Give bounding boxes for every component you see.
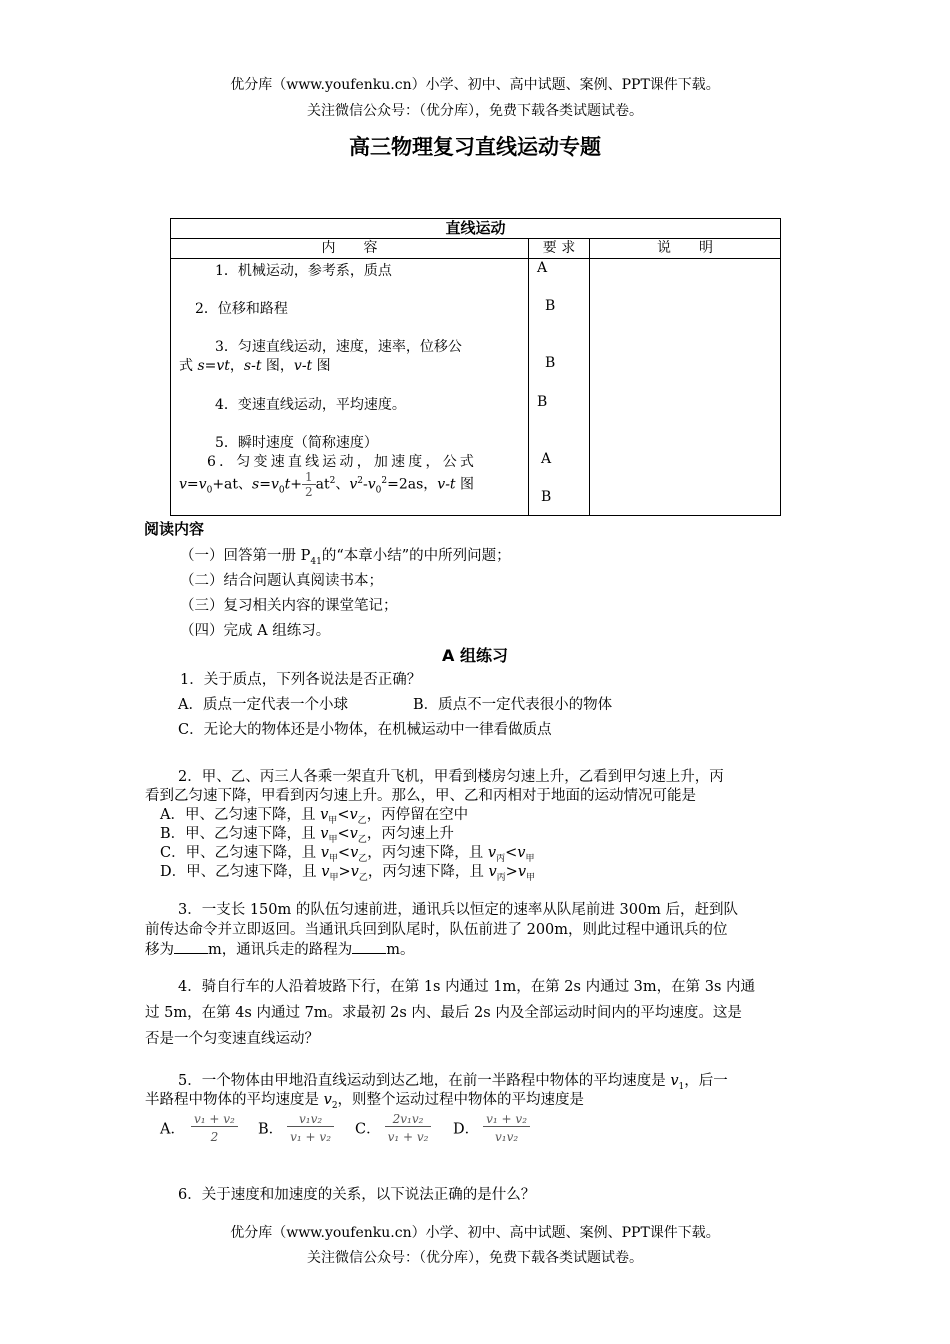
q3-line-3: 移为 m，通讯兵走的路程为 m。 [145, 938, 415, 959]
syllabus-row-5: 5．瞬时速度（简称速度） [215, 435, 378, 451]
footer-line-2: 关注微信公众号：（优分库），免费下载各类试题试卷。 [307, 1250, 643, 1266]
page-title: 高三物理复习直线运动专题 [349, 135, 601, 159]
q5-option-a: A． $\frac{\text{v₁ + v₂}}{2}$ [160, 1112, 238, 1144]
syllabus-content-cell [171, 259, 529, 516]
reading-item-4: （四）完成 A 组练习。 [180, 623, 331, 639]
requirement-4: B [537, 394, 548, 410]
syllabus-note-cell [590, 259, 781, 516]
q3-line-2: 前传达命令并立即返回。当通讯兵回到队尾时，队伍前进了 200m，则此过程中通讯兵的位 [145, 922, 728, 938]
q5-line-2: 半路程中物体的平均速度是 $v_2$，则整个运动过程中物体的平均速度是 [145, 1092, 585, 1111]
syllabus-heading: 直线运动 [171, 219, 781, 239]
q2-stem-2: 看到乙匀速下降，甲看到丙匀速上升。那么，甲、乙和丙相对于地面的运动情况可能是 [145, 788, 696, 804]
footer-line-1: 优分库（www.youfenku.cn）小学、初中、高中试题、案例、PPT课件下载。 [230, 1225, 720, 1241]
syllabus-row-2: 2．位移和路程 [195, 301, 288, 317]
q1-stem: 1．关于质点，下列各说法是否正确？ [180, 672, 422, 688]
column-header-note: 说 明 [590, 239, 781, 259]
header-line-1: 优分库（www.youfenku.cn）小学、初中、高中试题、案例、PPT课件下载。 [230, 77, 720, 93]
q1-option-a: A．质点一定代表一个小球 [178, 697, 348, 713]
q5-option-d: D． $\frac{\text{v₁ + v₂}}{\text{v₁v₂}}$ [453, 1112, 530, 1144]
q2-option-c: C．甲、乙匀速下降，且 $v_甲<v_乙$，丙匀速下降，且 $v_丙<v_甲$ [160, 845, 535, 864]
q4-line-1: 4．骑自行车的人沿着坡路下行，在第 1s 内通过 1m，在第 2s 内通过 3m，在第 3s 内通 [178, 979, 756, 995]
syllabus-row-3-cont: 式 s=vt，s-t 图，v-t 图 [179, 358, 331, 374]
q2-stem-1: 2．甲、乙、丙三人各乘一架直升飞机，甲看到楼房匀速上升，乙看到甲匀速上升，丙 [178, 769, 724, 785]
reading-item-2: （二）结合问题认真阅读书本； [180, 573, 383, 589]
group-a-heading: A 组练习 [442, 646, 508, 665]
syllabus-row-3: 3．匀速直线运动，速度，速率，位移公 [215, 339, 462, 355]
q5-option-b: B． $\frac{\text{v₁v₂}}{\text{v₁ + v₂}}$ [258, 1112, 334, 1144]
reading-item-3: （三）复习相关内容的课堂笔记； [180, 598, 398, 614]
q2-option-b: B．甲、乙匀速下降，且 $v_甲<v_乙$，丙匀速上升 [160, 826, 454, 845]
q2-option-a: A．甲、乙匀速下降，且 $v_甲<v_乙$，丙停留在空中 [160, 807, 469, 826]
answer-blank-displacement[interactable] [174, 939, 208, 954]
q5-line-1: 5．一个物体由甲地沿直线运动到达乙地，在前一半路程中物体的平均速度是 $v_1$，后一 [178, 1073, 728, 1092]
q6-stem: 6．关于速度和加速度的关系，以下说法正确的是什么？ [178, 1187, 536, 1203]
syllabus-row-4: 4．变速直线运动，平均速度。 [215, 397, 406, 413]
fraction-one-half: $\frac{1}{2}$ [302, 470, 316, 499]
requirement-1: A [537, 260, 548, 276]
syllabus-row-6-formula: $v=v_0+at$、$s=v_0t+$ $\frac{1}{2}$ $at^2$、$v^2-v_0^2=2as$，v-t 图 [179, 470, 474, 499]
column-header-requirement: 要 求 [529, 239, 590, 259]
syllabus-requirement-cell [529, 259, 590, 516]
requirement-2: B [545, 298, 556, 314]
header-line-2: 关注微信公众号：（优分库），免费下载各类试题试卷。 [307, 103, 643, 119]
requirement-6a: A [541, 451, 552, 467]
syllabus-row-6: 6．匀变速直线运动，加速度，公式 [207, 454, 478, 470]
reading-heading: 阅读内容 [144, 520, 205, 538]
q2-option-d: D．甲、乙匀速下降，且 $v_甲>v_乙$，丙匀速下降，且 $v_丙>v_甲$ [160, 864, 536, 883]
q3-line-1: 3．一支长 150m 的队伍匀速前进，通讯兵以恒定的速率从队尾前进 300m 后，赶到队 [178, 902, 739, 918]
q5-option-c: C． $\frac{\text{2v₁v₂}}{\text{v₁ + v₂}}$ [355, 1112, 431, 1144]
q1-option-b: B．质点不一定代表很小的物体 [413, 697, 613, 713]
column-header-content: 内 容 [171, 239, 529, 259]
reading-item-1: （一）回答第一册 $P_{41}$的“本章小结”的中所列问题； [180, 548, 511, 567]
answer-blank-distance[interactable] [352, 939, 386, 954]
requirement-6b: B [541, 489, 552, 505]
q4-line-3: 否是一个匀变速直线运动？ [145, 1031, 319, 1047]
q1-option-c: C．无论大的物体还是小物体，在机械运动中一律看做质点 [178, 722, 552, 738]
syllabus-table [170, 218, 781, 516]
requirement-3: B [545, 355, 556, 371]
q4-line-2: 过 5m，在第 4s 内通过 7m。求最初 2s 内、最后 2s 内及全部运动时间内的平均速度。这是 [145, 1005, 742, 1021]
syllabus-row-1: 1．机械运动，参考系，质点 [215, 263, 392, 279]
